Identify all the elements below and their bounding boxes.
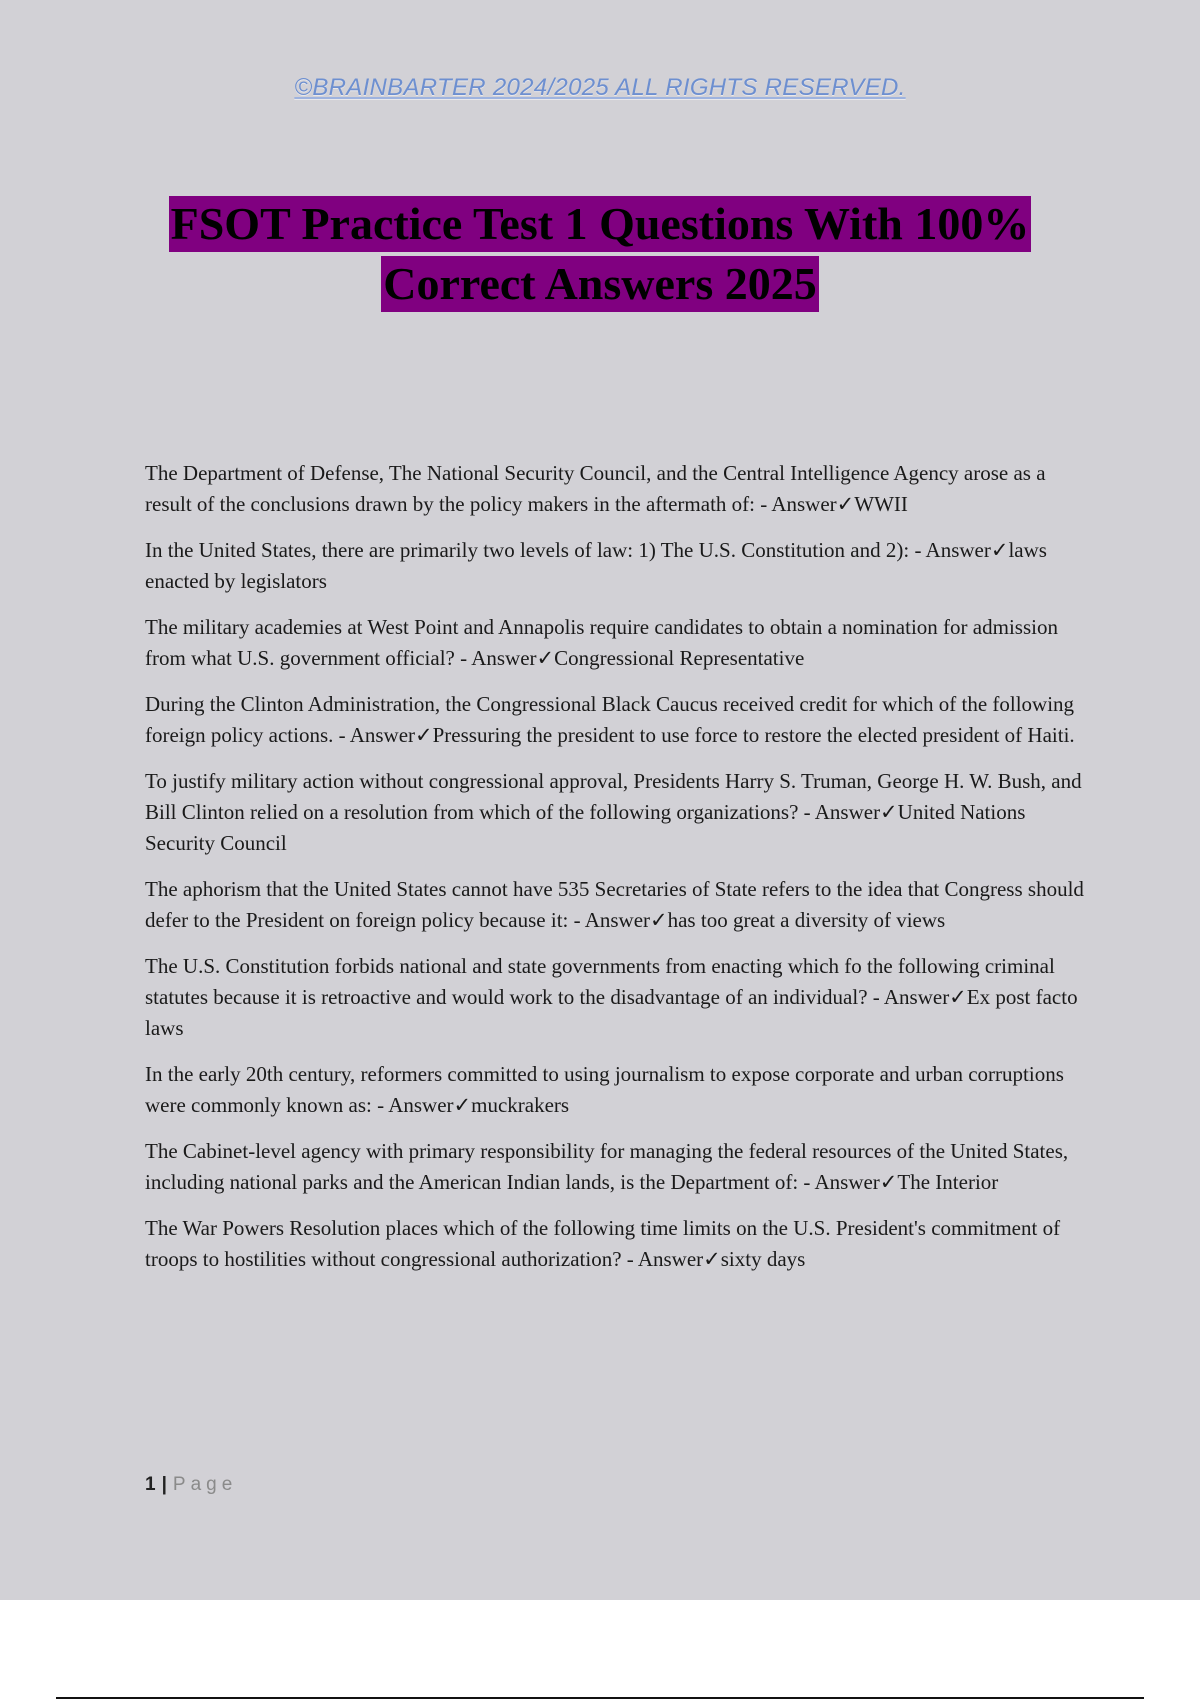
- qa-item: The Cabinet-level agency with primary responsibility for managing the federal resources of the United States, including national parks and the American Indian lands, is the Department of: - Answer✓The Interior: [145, 1139, 1069, 1194]
- title-line-2: Correct Answers 2025: [381, 256, 819, 312]
- qa-item: To justify military action without congressional approval, Presidents Harry S. Truman, George H. W. Bush, and Bill Clinton relied on a resolution from which of the following organizations? - Answer✓United Nations Security Council: [145, 769, 1082, 855]
- page-footer: [145, 1474, 237, 1496]
- question-answer-list: [145, 458, 1090, 1290]
- qa-item: The military academies at West Point and Annapolis require candidates to obtain a nomination for admission from what U.S. government official? - Answer✓Congressional Representative: [145, 615, 1058, 670]
- qa-item: In the early 20th century, reformers committed to using journalism to expose corporate and urban corruptions were commonly known as: - Answer✓muckrakers: [145, 1062, 1064, 1117]
- document-title: [0, 196, 1200, 312]
- qa-item: In the United States, there are primarily two levels of law: 1) The U.S. Constitution and 2): - Answer✓laws enacted by legislators: [145, 538, 1047, 593]
- qa-item: The aphorism that the United States cannot have 535 Secretaries of State refers to the idea that Congress should defer to the President on foreign policy because it: - Answer✓has too great a diversity of views: [145, 877, 1084, 932]
- bottom-divider: [56, 1697, 1144, 1699]
- qa-item: The War Powers Resolution places which of the following time limits on the U.S. President's commitment of troops to hostilities without congressional authorization? - Answer✓sixty days: [145, 1216, 1061, 1271]
- copyright-watermark: ©BRAINBARTER 2024/2025 ALL RIGHTS RESERVED.: [294, 74, 906, 101]
- qa-item: The Department of Defense, The National Security Council, and the Central Intelligence Agency arose as a result of the conclusions drawn by the policy makers in the aftermath of: - Answer✓WWII: [145, 461, 1046, 516]
- page-number: 1: [145, 1474, 156, 1495]
- qa-item: The U.S. Constitution forbids national and state governments from enacting which fo the following criminal statutes because it is retroactive and would work to the disadvantage of an individual? - Answer✓Ex post facto laws: [145, 954, 1078, 1040]
- title-line-1: FSOT Practice Test 1 Questions With 100%: [169, 196, 1032, 252]
- qa-item: During the Clinton Administration, the Congressional Black Caucus received credit for which of the following foreign policy actions. - Answer✓Pressuring the president to use force to restore the elected president of Haiti.: [145, 692, 1075, 747]
- page-separator: |: [161, 1474, 167, 1495]
- page-label: Page: [172, 1474, 238, 1495]
